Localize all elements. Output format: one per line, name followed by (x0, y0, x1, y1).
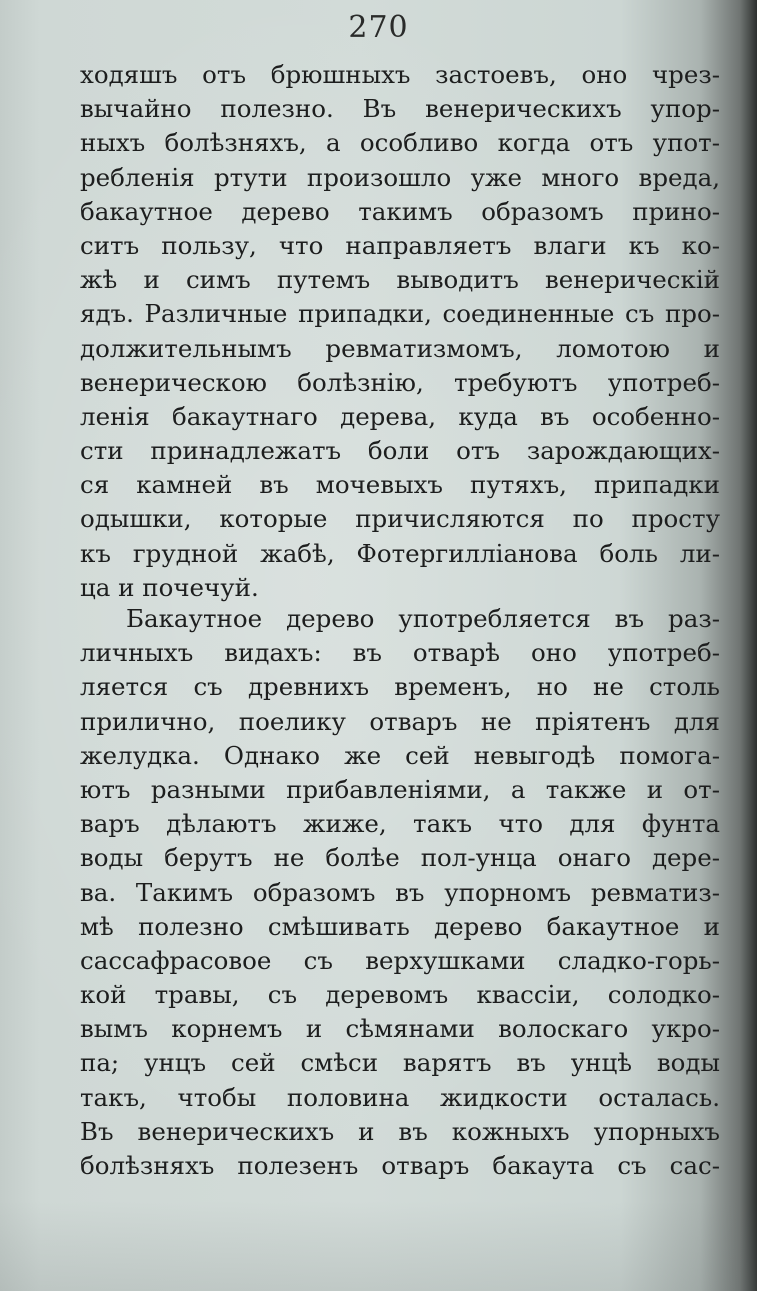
text-line: мѣ полезно смѣшивать дерево бакаутное и (80, 911, 720, 941)
text-line: ца и почечуй. (80, 572, 259, 602)
text-line: ленія бакаутнаго дерева, куда въ особенно- (80, 401, 720, 431)
text-line: личныхъ видахъ: въ отварѣ оно употреб- (80, 638, 720, 668)
text-line: венерическою болѣзнію, требуютъ употреб- (80, 367, 720, 397)
text-line: сассафрасовое съ верхушками сладко-горь- (80, 945, 720, 975)
text-line: бакаутное дерево такимъ образомъ прино- (80, 196, 720, 226)
text-line: къ грудной жабѣ, Фотергилліанова боль ли- (80, 538, 720, 568)
page-number: 270 (348, 10, 409, 45)
text-line: кой травы, съ деревомъ квассіи, солодко- (80, 980, 720, 1010)
text-line: такъ, чтобы половина жидкости осталась. (80, 1082, 720, 1112)
text-line: жѣ и симъ путемъ выводитъ венерическій (80, 265, 720, 295)
text-line: варъ дѣлаютъ жиже, такъ что для фунта (80, 809, 720, 839)
paragraph-1 (80, 58, 720, 605)
page-shading (0, 1201, 757, 1291)
text-line: ныхъ болѣзняхъ, а особливо когда отъ упот- (80, 128, 720, 158)
text-line: ва. Такимъ образомъ въ упорномъ ревматиз- (80, 877, 720, 907)
text-line: ядъ. Различные припадки, соединенные съ про- (80, 299, 720, 329)
text-line: Бакаутное дерево употребляется въ раз- (126, 604, 720, 633)
text-line: ситъ пользу, что направляетъ влаги къ ко- (80, 230, 720, 260)
text-line: ютъ разными прибавленіями, а также и от- (80, 774, 720, 804)
text-line: па; унцъ сей смѣси варятъ въ унцѣ воды (80, 1048, 720, 1078)
text-line: ходяшъ отъ брюшныхъ застоевъ, оно чрез- (80, 60, 720, 89)
text-line: желудка. Однако же сей невыгодѣ помога- (80, 740, 720, 770)
text-line: должительнымъ ревматизмомъ, ломотою и (80, 333, 720, 363)
text-line: Въ венерическихъ и въ кожныхъ упорныхъ (80, 1116, 720, 1146)
text-line: ребленія ртути произошло уже много вреда, (80, 162, 720, 192)
text-line: ся камней въ мочевыхъ путяхъ, припадки (80, 470, 720, 500)
text-line: сти принадлежатъ боли отъ зарождающих- (80, 436, 720, 466)
text-line: воды берутъ не болѣе пол-унца онаго дере- (80, 843, 720, 873)
text-line: одышки, которые причисляются по просту (80, 504, 720, 534)
paragraph-2 (80, 602, 720, 1183)
text-line: болѣзняхъ полезенъ отваръ бакаута съ сас- (80, 1151, 720, 1180)
text-line: прилично, поелику отваръ не пріятенъ для (80, 706, 720, 736)
text-line: вычайно полезно. Въ венерическихъ упор- (80, 94, 720, 124)
text-line: вымъ корнемъ и сѣмянами волоскаго укро- (80, 1014, 720, 1044)
text-line: ляется съ древнихъ временъ, но не столь (80, 672, 720, 702)
